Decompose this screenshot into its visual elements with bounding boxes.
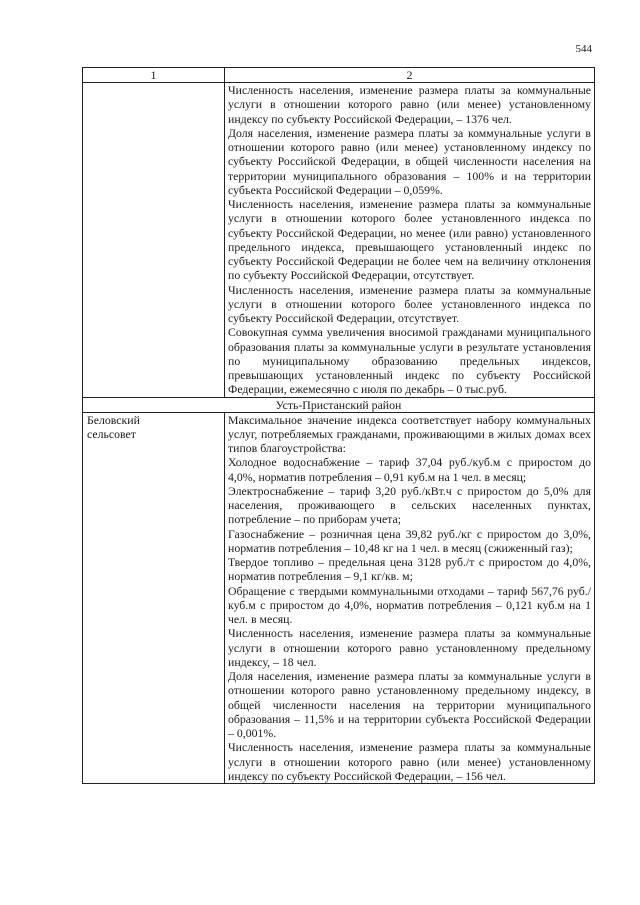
settlement-name-line: Беловский <box>87 412 140 427</box>
header-col-1: 1 <box>83 68 225 83</box>
paragraph: Твердое топливо – предельная цена 3128 руб./т с приростом до 4,0%, норматив потребления – 9,1 кг/кв. м; <box>228 555 591 584</box>
row1-col2-text <box>225 83 594 397</box>
paragraph: Численность населения, изменение размера платы за коммунальные услуги в отношении которого равно установленному предельному индексу, – 18 чел. <box>228 626 591 669</box>
district-name: Усть-Пристанский район <box>83 397 595 412</box>
paragraph: Доля населения, изменение размера платы за коммунальные услуги в отношении которого равно установленному предельному индексу, в общей численности населения на территории муниципального образования – 11,5% и на территории субъекта Российской Федерации – 0,001%. <box>228 669 591 740</box>
paragraph: Газоснабжение – розничная цена 39,82 руб./кг с приростом до 3,0%, норматив потребления – 10,48 кг на 1 чел. в месяц (сжиженный газ); <box>228 526 591 555</box>
paragraph: Электроснабжение – тариф 3,20 руб./кВт.ч с приростом до 5,0% для населения, проживающего в сельских населенных пунктах, потребление – по приборам учета; <box>228 483 591 527</box>
district-row <box>83 397 595 412</box>
paragraph: Численность населения, изменение размера платы за коммунальные услуги в отношении которого более установленного индекса по субъекту Российской Федерации, отсутствует. <box>228 282 591 325</box>
paragraph: Обращение с твердыми коммунальными отходами – тариф 567,76 руб./куб.м с приростом до 4,0%, норматив потребления – 0,121 куб.м на 1 чел. в месяц. <box>228 583 591 626</box>
page-number: 544 <box>575 43 592 55</box>
paragraph: Численность населения, изменение размера платы за коммунальные услуги в отношении которого равно (или менее) установленному индексу по субъекту Российской Федерации, – 1376 чел. <box>228 83 591 126</box>
header-col-2: 2 <box>225 68 595 83</box>
settlement-name-line: сельсовет <box>87 426 136 441</box>
row2-col2 <box>225 412 595 784</box>
table-row <box>83 83 595 398</box>
row1-col1 <box>83 83 225 398</box>
table-row <box>83 412 595 784</box>
row2-col1 <box>83 412 225 784</box>
paragraph: Доля населения, изменение размера платы за коммунальные услуги в отношении которого равно (или менее) установленному индексу по субъекту Российской Федерации, в общей численности населения на территории муниципального образования – 100% и на территории субъекта Российской Федерации – 0,059%. <box>228 125 591 197</box>
paragraph: Холодное водоснабжение – тариф 37,04 руб./куб.м с приростом до 4,0%, норматив потребления – 0,91 куб.м на 1 чел. в месяц; <box>228 455 591 484</box>
header-row <box>83 68 595 83</box>
row1-col2 <box>225 83 595 398</box>
paragraph: Численность населения, изменение размера платы за коммунальные услуги в отношении которого более установленного индекса по субъекту Российской Федерации, но менее (или равно) установленного предельного индекса, превышающего установленный индекс по субъекту Российской Федерации не более чем на величину отклонения по субъекту Российской Федерации, отсутствует. <box>228 197 591 283</box>
settlement-name <box>83 413 224 442</box>
row2-col2-text <box>225 413 594 784</box>
paragraph: Максимальное значение индекса соответствует набору коммунальных услуг, потребляемых гражданами, проживающими в жилых домах всех типов благоустройства: <box>228 412 591 455</box>
paragraph: Численность населения, изменение размера платы за коммунальные услуги в отношении которого равно (или менее) установленному индексу по субъекту Российской Федерации, – 156 чел. <box>228 740 591 783</box>
tariff-table <box>82 67 595 784</box>
paragraph: Совокупная сумма увеличения вносимой гражданами муниципального образования платы за коммунальные услуги в результате установления по муниципальному образованию предельных индексов, превышающих установленный индекс по субъекту Российской Федерации, ежемесячно с июля по декабрь – 0 тыс.руб. <box>228 325 591 397</box>
